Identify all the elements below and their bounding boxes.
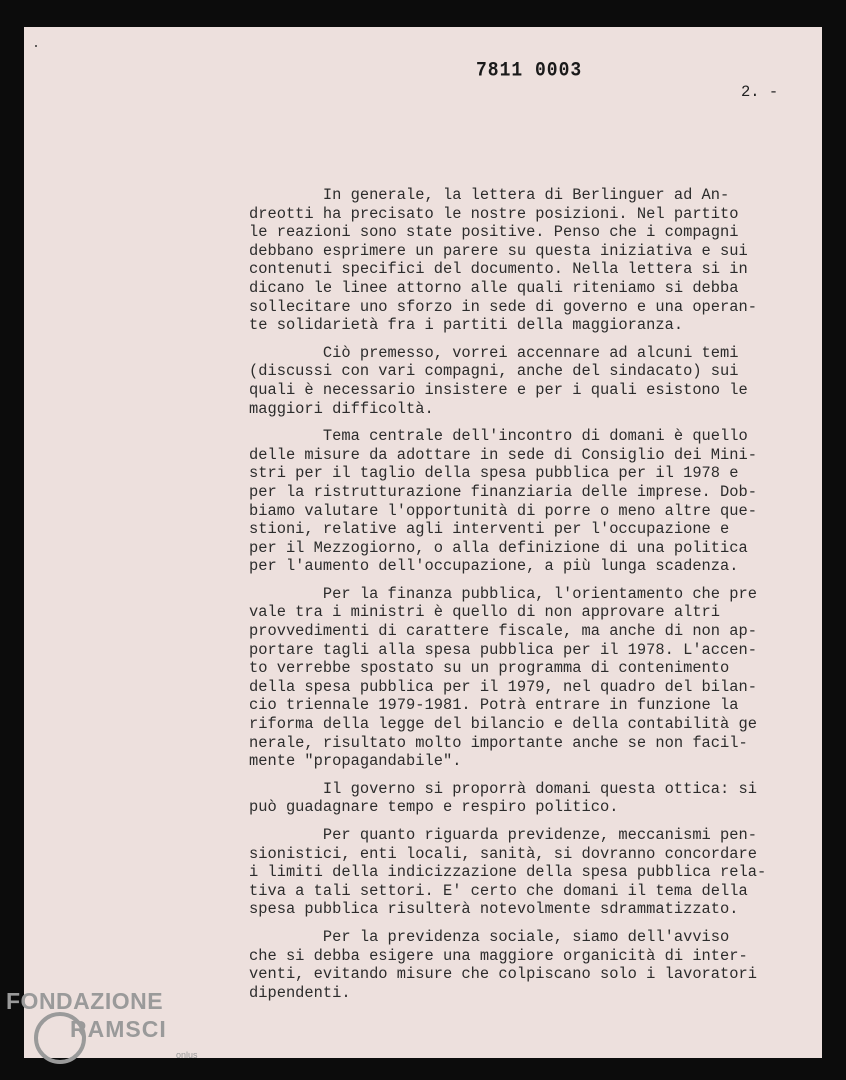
text-line: delle misure da adottare in sede di Consiglio dei Mini- [249, 445, 757, 464]
text-line: i limiti della indicizzazione della spesa pubblica rela- [249, 863, 767, 882]
text-line: venti, evitando misure che colpiscano solo i lavoratori [249, 965, 757, 984]
text-line: Tema centrale dell'incontro di domani è quello [249, 427, 748, 446]
text-line: nerale, risultato molto importante anche se non facil- [249, 733, 748, 752]
page-number: 2. - [741, 83, 779, 101]
paragraph [249, 427, 809, 576]
text-line: cio triennale 1979-1981. Potrà entrare in funzione la [249, 696, 739, 715]
text-line: dipendenti. [249, 983, 351, 1002]
paragraph [249, 780, 809, 817]
text-line: Per la finanza pubblica, l'orientamento che pre [249, 584, 757, 603]
text-line: può guadagnare tempo e respiro politico. [249, 798, 619, 817]
paragraph [249, 344, 809, 418]
text-line: mente "propagandabile". [249, 752, 462, 771]
text-line: dreotti ha precisato le nostre posizioni. Nel partito [249, 204, 739, 223]
document-page [24, 27, 822, 1058]
text-line: biamo valutare l'opportunità di porre o meno altre que- [249, 501, 757, 520]
text-line: Il governo si proporrà domani questa ottica: si [249, 779, 757, 798]
text-line: Ciò premesso, vorrei accennare ad alcuni temi [249, 343, 739, 362]
text-line: stri per il taglio della spesa pubblica per il 1978 e [249, 464, 739, 483]
text-line: In generale, la lettera di Berlinguer ad An- [249, 186, 730, 204]
document-code: 7811 0003 [476, 59, 583, 83]
text-line: portare tagli alla spesa pubblica per il 1978. L'accen- [249, 640, 757, 659]
text-line: contenuti specifici del documento. Nella lettera si in [249, 260, 748, 279]
paragraph [249, 186, 809, 335]
text-line: riforma della legge del bilancio e della contabilità ge [249, 715, 757, 734]
text-line: sionistici, enti locali, sanità, si dovranno concordare [249, 844, 757, 863]
text-line: sollecitare uno sforzo in sede di governo e una operan- [249, 297, 757, 316]
text-line: (discussi con vari compagni, anche del sindacato) sui [249, 362, 739, 381]
text-line: maggiori difficoltà. [249, 399, 434, 418]
watermark-suffix: onlus [176, 1050, 198, 1060]
text-line: dicano le linee attorno alle quali riteniamo si debba [249, 278, 739, 297]
text-line: Per quanto riguarda previdenze, meccanismi pen- [249, 826, 757, 844]
text-line: quali è necessario insistere e per i quali esistono le [249, 380, 748, 399]
text-line: per l'aumento dell'occupazione, a più lunga scadenza. [249, 557, 739, 576]
text-line: Per la previdenza sociale, siamo dell'avviso [249, 927, 730, 946]
paragraph [249, 928, 809, 1002]
text-line: che si debba esigere una maggiore organicità di inter- [249, 946, 748, 965]
letter-body [249, 186, 809, 1011]
text-line: tiva a tali settori. E' certo che domani il tema della [249, 881, 748, 900]
text-line: stioni, relative agli interventi per l'occupazione e [249, 520, 730, 539]
text-line: della spesa pubblica per il 1979, nel quadro del bilan- [249, 677, 757, 696]
text-line: provvedimenti di carattere fiscale, ma anche di non ap- [249, 622, 757, 641]
paragraph [249, 585, 809, 771]
text-line: le reazioni sono state positive. Penso che i compagni [249, 223, 739, 242]
fondazione-gramsci-watermark [6, 988, 216, 1076]
text-line: spesa pubblica risulterà notevolmente sdrammatizzato. [249, 900, 739, 919]
paragraph [249, 826, 809, 919]
text-line: to verrebbe spostato su un programma di contenimento [249, 659, 730, 678]
text-line: vale tra i ministri è quello di non approvare altri [249, 603, 721, 622]
watermark-line1: FONDAZIONE [6, 988, 164, 1014]
text-line: per la ristrutturazione finanziaria delle imprese. Dob- [249, 482, 757, 501]
paper-speck [35, 45, 37, 47]
text-line: per il Mezzogiorno, o alla definizione di una politica [249, 538, 748, 557]
watermark-line2: RAMSCI [70, 1016, 167, 1042]
text-line: debbano esprimere un parere su questa iniziativa e sui [249, 241, 748, 260]
text-line: te solidarietà fra i partiti della maggioranza. [249, 316, 684, 335]
